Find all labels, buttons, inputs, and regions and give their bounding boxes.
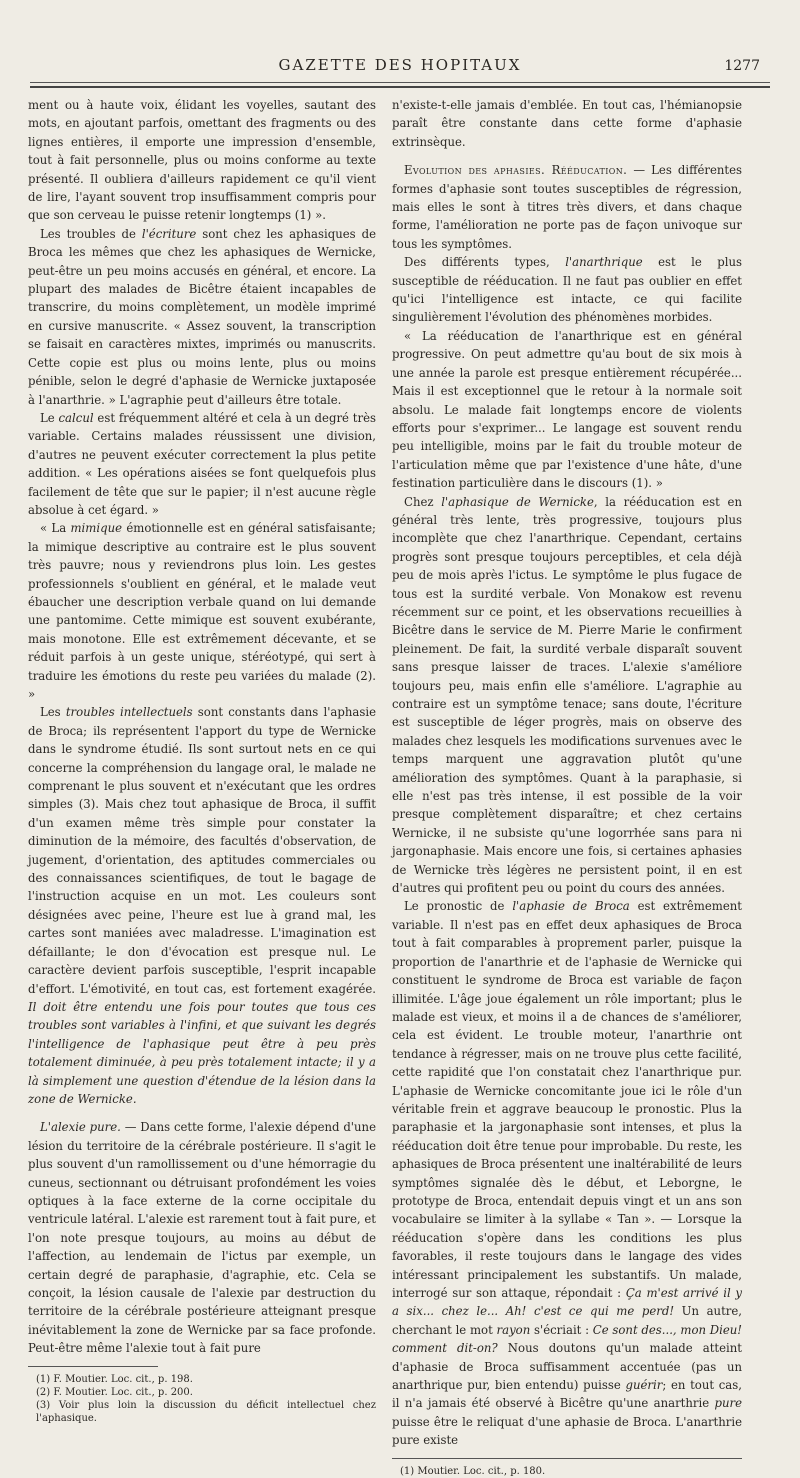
paragraph-intellectual-troubles: Les troubles intellectuels sont constants dans l'aphasie de Broca; ils représentent l'apport du type de Wernicke dans le syndrome étudié. Ils sont surtout nets en ce qui concerne la compréhension du langage oral, le malade ne comprenant le plus souvent et n'exécutant que les ordres simples (3). Mais chez tout aphasique de Broca, il suffit d'un examen même très simple pour constater la diminution de la mémoire, des facultés d'observation, de jugement, d'orientation, des aptitudes commerciales ou des connaissances scientifiques, de tout le bagage de l'instruction acquise en un mot. Les couleurs sont désignées avec peine, l'heure est lue à grand mal, les cartes sont maniées avec maladresse. L'imagination est défaillante; le don d'évocation est presque nul. Le caractère devient parfois susceptible, l'esprit incapable d'effort. L'émotivité, en tout cas, est fortement exagérée. Il doit être entendu une fois pour toutes que tous ces troubles sont variables à l'infini, et que suivant les degrés l'intelligence de l'aphasique peut être à peu près totalement diminuée, à peu près totalement intacte; il y a là simplement une question d'étendue de la lésion dans la zone de Wernicke. — [28, 705, 376, 1106]
paragraph-calculation: Le calcul est fréquemment altéré et cela à un degré très variable. Certains malades réussissent une division, d'autres ne peuvent exécuter correctement la plus petite addition. « Les opérations aisées se font quelquefois plus facilement de tête que sur le papier; il n'est aucune règle absolue à cet égard. » — [28, 410, 376, 517]
section-heading: Evolution des aphasies. Rééducation. — [404, 163, 628, 178]
paragraph-writing: Les troubles de l'écriture sont chez les aphasiques de Broca les mêmes que chez les aphasiques de Wernicke, peut-être un peu moins accusés en général, et encore. La plupart des malades de Bicêtre étaient incapables de transcrire, du moins complètement, un modèle imprimé en cursive manuscrite. « Assez souvent, la transcription se faisait en caractères mixtes, imprimés ou manuscrits. Cette copie est plus ou moins lente, plus ou moins pénible, selon le degré d'aphasie de Wernicke juxtaposée à l'anarthrie. » L'agraphie peut d'ailleurs être totale. — [28, 226, 377, 407]
paragraph-pure-alexia: L'alexie pure. — Dans cette forme, l'alexie dépend d'une lésion du territoire de la cérébrale postérieure. Il s'agit le plus souvent d'un ramollissement ou d'une hémorragie du cuneus, sectionnant ou détruisant profondément les voies optiques à la face externe de la corne occipitale du ventricule latéral. L'alexie est rarement tout à fait pure, et l'on note presque toujours, au moins au début de l'affection, au lendemain de l'ictus par exemple, un certain degré de paraphasie, d'agraphie, etc. Cela se conçoit, la lésion causale de l'alexie par destruction du territoire de la cérébrale postérieure atteignant presque inévitablement la zone de Wernicke par sa face profonde. Peut-être même l'alexie tout à fait pure — [28, 1120, 376, 1356]
footnote-rule — [392, 1458, 742, 1459]
paragraph: ment ou à haute voix, élidant les voyelles, sautant des mots, en ajoutant parfois, omettant des fragments ou des lignes entières, il emporte une impression d'ensemble, tout à fait personnelle, plus ou moins conforme au texte présenté. Il oubliera d'ailleurs rapidement ce qu'il vient de lire, l'ayant souvent trop insuffisamment compris pour que son cerveau le puisse retenir longtemps (1) ». — [28, 98, 376, 223]
paragraph-broca-prognosis: Le pronostic de l'aphasie de Broca est extrêmement variable. Il n'est pas en effet deux aphasiques de Broca tout à fait comparables à proprement parler, puisque la proportion de l'anarthrie et de l'aphasie de Wernicke qui constituent le syndrome de Broca est variable de façon illimitée. L'âge joue également un rôle important; plus le malade est vieux, et moins il a de chances de s'améliorer, cela est évident. Le trouble moteur, l'anarthrie ont tendance à régresser, mais on ne trouve plus cette facilité, cette rapidité que l'on constatait chez l'anarthrique pur. L'aphasie de Wernicke concomitante joue ici le rôle d'un véritable frein et aggrave beaucoup le pronostic. Plus la paraphasie et la jargonaphasie sont intenses, et plus la rééducation doit être tenue pour improbable. Du reste, les aphasiques de Broca présentent une inaltérabilité de leurs symptômes signalée dès le début, et Leborgne, le prototype de Broca, entendait depuis vingt et un ans son vocabulaire se limiter à la syllabe « Tan ». — Lorsque la rééducation s'opère dans les conditions les plus favorables, il reste toujours dans le langage des vides intéressant principalement les substantifs. Un malade, interrogé sur son attaque, répondait : Ça m'est arrivé il y a six... chez le... Ah! c'est ce qui me perd! Un autre, cherchant le mot rayon s'écriait : Ce sont des..., mon Dieu! comment dit-on? Nous doutons qu'un malade atteint d'aphasie de Broca suffisamment accentuée (pas un anarthrique pur, bien entendu) puisse guérir; en tout cas, il n'a jamais été observé à Bicêtre qu'une anarthrie pure puisse être le reliquat d'une aphasie de Broca. L'anarthrie pure existe — [392, 899, 743, 1448]
running-header — [30, 56, 770, 78]
left-column — [28, 96, 376, 1425]
section-evolution: Evolution des aphasies. Rééducation. — Les différentes formes d'aphasie sont toutes susceptibles de régression, mais elles le sont à titres très divers, et dans chaque forme, l'amélioration ne porte pas de façon univoque sur tous les symptômes. — [392, 163, 743, 251]
paragraph-anarthric: Des différents types, l'anarthrique est le plus susceptible de rééducation. Il ne faut pas oublier en effet qu'ici l'intelligence est intacte, ce qui facilite singulièrement l'évolution des phénomènes morbides. — [392, 255, 742, 325]
page-number: 1277 — [724, 58, 760, 74]
footnote: (2) F. Moutier. Loc. cit., p. 200. — [36, 1386, 193, 1398]
header-rule-thin — [30, 82, 770, 83]
paragraph-quote: « La rééducation de l'anarthrique est en général progressive. On peut admettre qu'au bout de six mois à une année la parole est presque entièrement récupérée... Mais il est exceptionnel que le retour à la normale soit absolu. Le malade fait longtemps encore de violents efforts pour s'exprimer... Le langage est souvent rendu peu intelligible, moins par le fait du trouble moteur de l'articulation même que par l'existence d'une hâte, d'une festination particulière dans le discours (1). » — [392, 328, 742, 491]
footnote: (1) F. Moutier. Loc. cit., p. 198. — [36, 1373, 193, 1385]
paragraph: n'existe-t-elle jamais d'emblée. En tout cas, l'hémianopsie paraît être constante dans cette forme d'aphasie extrinsèque. — [392, 98, 742, 149]
paragraph-mimicry: « La mimique émotionnelle est en général satisfaisante; la mimique descriptive au contraire est le plus souvent très pauvre; nous y reviendrons plus loin. Les gestes professionnels s'oublient en général, et le malade veut ébaucher une description verbale quand on lui demande une pantomime. Cette mimique est souvent exubérante, mais monotone. Elle est extrêmement décevante, et se réduit parfois à un geste unique, stéréotypé, qui sert à traduire les émotions du reste peu variées du malade (2). » — [28, 521, 376, 701]
footnote: (3) Voir plus loin la discussion du déficit intellectuel chez l'aphasique. — [36, 1399, 376, 1424]
header-rule-thick — [30, 86, 770, 88]
journal-title: GAZETTE DES HOPITAUX — [278, 56, 522, 74]
footnote: (1) Moutier. Loc. cit., p. 180. — [400, 1465, 546, 1477]
right-column — [392, 96, 742, 1478]
footnote-rule — [28, 1366, 158, 1367]
paragraph-wernicke: Chez l'aphasique de Wernicke, la rééducation est en général très lente, très progressive, toujours plus incomplète que chez l'anarthrique. Cependant, certains progrès sont presque toujours perceptibles, et cela déjà peu de mois après l'ictus. Le symptôme le plus fugace de tous est la surdité verbale. Von Monakow est revenu récemment sur ce point, et les observations recueillies à Bicêtre dans le service de M. Pierre Marie le confirment pleinement. De fait, la surdité verbale disparaît souvent sans presque laisser de traces. L'alexie s'améliore toujours peu, mais enfin elle s'améliore. L'agraphie au contraire est un symptôme tenace; sans doute, l'écriture est susceptible de léger progrès, mais on observe des malades chez lesquels les modifications survenues avec le temps marquent une aggravation plutôt qu'une amélioration des symptômes. Quant à la paraphasie, si elle n'est pas très intense, il est possible de la voir presque complètement disparaître; et chez certains Wernicke, il ne subsiste qu'une logorrhée sans para ni jargonaphasie. Mais encore une fois, si certaines aphasies de Wernicke très légères ne persistent point, il en est d'autres qui profitent peu ou point du cours des années. — [392, 494, 742, 896]
